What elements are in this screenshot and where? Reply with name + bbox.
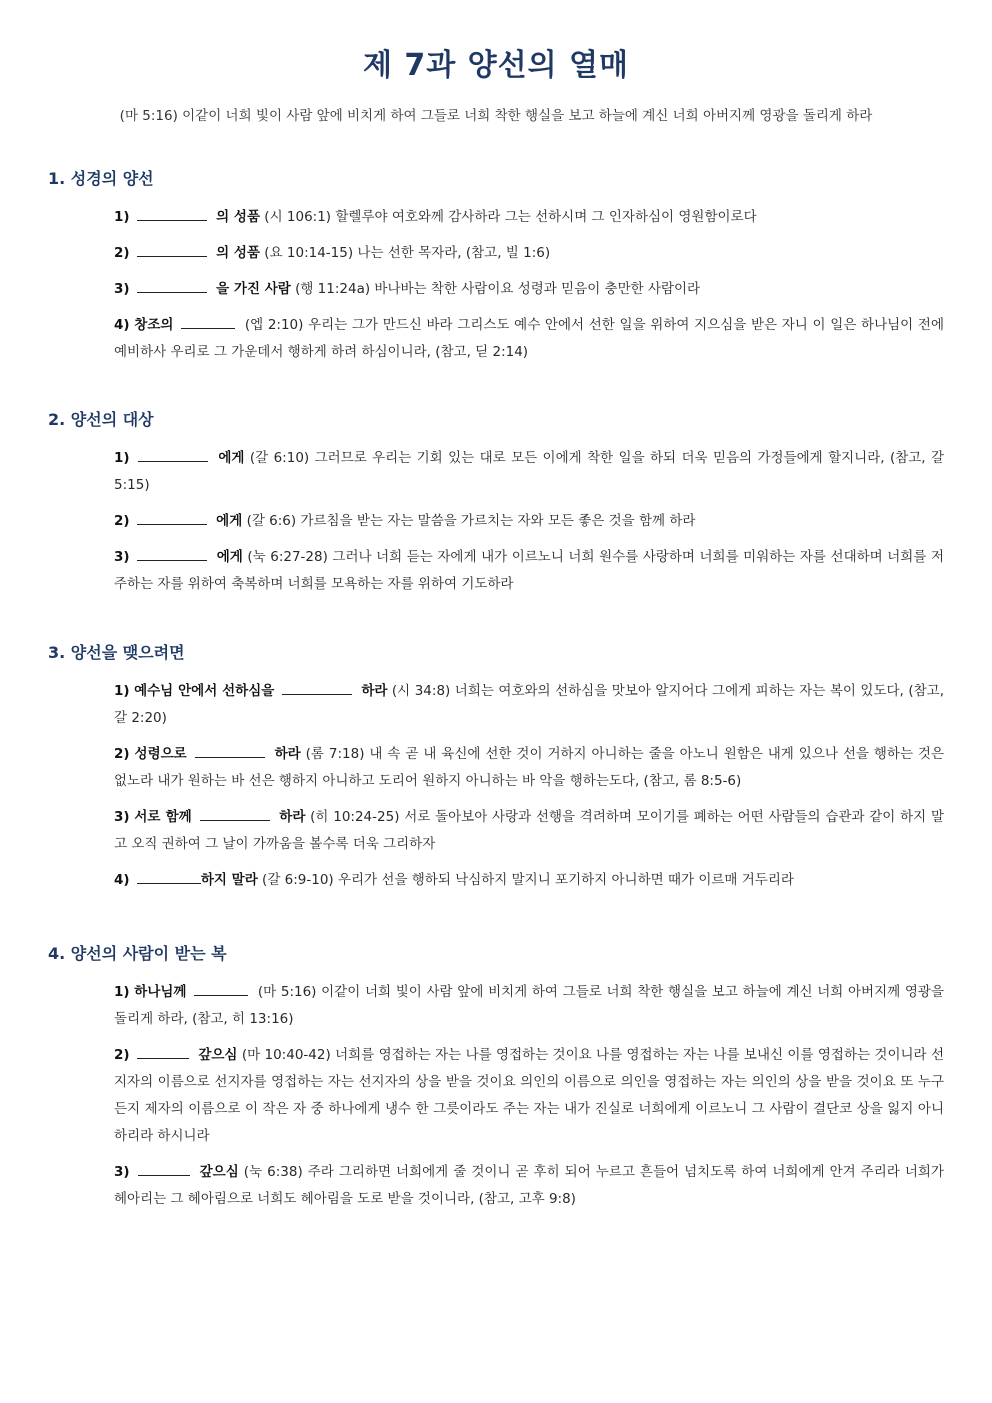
list-item	[114, 678, 944, 732]
epigraph-verse: (마 5:16) 이같이 너희 빛이 사람 앞에 비치게 하여 그들로 너희 착한 행실을 보고 하늘에 계신 너희 아버지께 영광을 돌리게 하라	[119, 108, 873, 124]
list-item	[114, 445, 944, 499]
item-text: (갈 6:10) 그러므로 우리는 기회 있는 대로 모든 이에게 착한 일을 하되 더욱 믿음의 가정들에게 할지니라, (참고, 갈 5:15)	[114, 450, 945, 493]
item-number: 2)	[114, 1047, 130, 1063]
list-item	[114, 312, 944, 366]
item-number: 3)	[114, 1164, 130, 1180]
fill-in-blank[interactable]	[282, 680, 352, 695]
item-keyword: 하라	[274, 746, 301, 762]
item-keyword: 갚으심	[199, 1164, 239, 1180]
list-item	[114, 204, 944, 231]
fill-in-blank[interactable]	[137, 546, 207, 561]
item-text: (시 34:8) 너희는 여호와의 선하심을 맛보아 알지어다 그에게 피하는 자는 복이 있도다, (참고, 갈 2:20)	[114, 683, 944, 726]
item-text: (갈 6:9-10) 우리가 선을 행하되 낙심하지 말지니 포기하지 아니하면 때가 이르매 거두리라	[262, 872, 794, 888]
section-heading: 4. 양선의 사람이 받는 복	[48, 944, 227, 963]
fill-in-blank[interactable]	[137, 206, 207, 221]
section-2	[48, 409, 944, 607]
item-number: 4)	[114, 872, 130, 888]
item-number: 3)	[114, 809, 130, 825]
section-3	[48, 642, 944, 903]
item-keyword: 의 성품	[216, 245, 260, 261]
item-number: 2)	[114, 245, 130, 261]
item-keyword: 하지 말라	[200, 872, 258, 888]
list-item	[114, 1159, 944, 1213]
list-item	[114, 240, 944, 267]
item-keyword: 하라	[279, 809, 306, 825]
fill-in-blank[interactable]	[137, 242, 207, 257]
fill-in-blank[interactable]	[138, 1161, 190, 1176]
item-keyword: 의 성품	[216, 209, 260, 225]
item-keyword: 성령으로	[134, 746, 187, 762]
item-number: 1)	[114, 209, 130, 225]
item-keyword: 을 가진 사람	[216, 281, 291, 297]
item-number: 2)	[114, 746, 130, 762]
item-number: 2)	[114, 513, 130, 529]
fill-in-blank[interactable]	[194, 981, 248, 996]
item-keyword: 하라	[361, 683, 388, 699]
item-text: (갈 6:6) 가르침을 받는 자는 말씀을 가르치는 자와 모든 좋은 것을 함께 하라	[246, 513, 696, 529]
fill-in-blank[interactable]	[181, 314, 235, 329]
item-text: (행 11:24a) 바나바는 착한 사람이요 성령과 믿음이 충만한 사람이라	[295, 281, 701, 297]
fill-in-blank[interactable]	[195, 743, 265, 758]
item-text: (마 10:40-42) 너희를 영접하는 자는 나를 영접하는 것이요 나를 영접하는 자는 나를 보내신 이를 영접하는 것이니라 선지자의 이름으로 선지자를 영접하는 자는 선지자의 상을 받을 것이요 의인의 이름으로 의인을 영접하는 자는 의인의 상을 받을 것이요 또 누구든지 제자의 이름으로 이 작은 자 중 하나에게 냉수 한 그릇이라도 주는 자는 내가 진실로 너희에게 이르노니 그 사람이 결단코 상을 잃지 아니하리라 하시니라	[114, 1047, 944, 1144]
list-item	[114, 979, 944, 1033]
fill-in-blank[interactable]	[200, 806, 270, 821]
list-item	[114, 276, 944, 303]
list-item	[114, 544, 944, 598]
item-keyword: 하나님께	[134, 984, 187, 1000]
section-4	[48, 943, 944, 1222]
item-number: 1)	[114, 450, 130, 466]
list-item	[114, 867, 944, 894]
item-keyword: 예수님 안에서 선하심을	[134, 683, 275, 699]
fill-in-blank[interactable]	[137, 1044, 189, 1059]
fill-in-blank[interactable]	[138, 447, 208, 462]
section-1	[48, 168, 944, 375]
section-heading: 1. 성경의 양선	[48, 169, 154, 188]
list-item	[114, 804, 944, 858]
item-text: (롬 7:18) 내 속 곧 내 육신에 선한 것이 거하지 아니하는 줄을 아노니 원함은 내게 있으나 선을 행하는 것은 없노라 내가 원하는 바 선은 행하지 아니하고 도리어 원하지 아니하는 바 악을 행하는도다, (참고, 롬 8:5-6)	[114, 746, 945, 789]
item-number: 1)	[114, 984, 130, 1000]
item-text: (히 10:24-25) 서로 돌아보아 사랑과 선행을 격려하며 모이기를 폐하는 어떤 사람들의 습관과 같이 하지 말고 오직 권하여 그 날이 가까움을 볼수록 더욱 그리하자	[114, 809, 945, 852]
item-text: (요 10:14-15) 나는 선한 목자라, (참고, 빌 1:6)	[264, 245, 551, 261]
item-keyword: 갚으심	[198, 1047, 238, 1063]
item-text: (엡 2:10) 우리는 그가 만드신 바라 그리스도 예수 안에서 선한 일을 위하여 지으심을 받은 자니 이 일은 하나님이 전에 예비하사 우리로 그 가운데서 행하게 하려 하심이니라, (참고, 딛 2:14)	[114, 317, 944, 360]
fill-in-blank[interactable]	[137, 278, 207, 293]
item-number: 3)	[114, 549, 130, 565]
section-heading: 3. 양선을 맺으려면	[48, 643, 185, 662]
list-item	[114, 1042, 944, 1150]
item-number: 1)	[114, 683, 130, 699]
section-heading: 2. 양선의 대상	[48, 410, 154, 429]
item-number: 4)	[114, 317, 130, 333]
fill-in-blank[interactable]	[137, 869, 201, 884]
item-keyword: 에게	[216, 549, 243, 565]
list-item	[114, 508, 944, 535]
item-text: (마 5:16) 이같이 너희 빛이 사람 앞에 비치게 하여 그들로 너희 착한 행실을 보고 하늘에 계신 너희 아버지께 영광을 돌리게 하라, (참고, 히 13:16)	[114, 984, 944, 1027]
item-number: 3)	[114, 281, 130, 297]
item-keyword: 서로 함께	[134, 809, 192, 825]
item-keyword: 에게	[218, 450, 245, 466]
fill-in-blank[interactable]	[137, 510, 207, 525]
item-keyword: 창조의	[134, 317, 174, 333]
item-keyword: 에게	[216, 513, 243, 529]
item-text: (눅 6:38) 주라 그리하면 너희에게 줄 것이니 곧 후히 되어 누르고 흔들어 넘치도록 하여 너희에게 안겨 주리라 너희가 헤아리는 그 헤아림으로 너희도 헤아림을 도로 받을 것이니라, (참고, 고후 9:8)	[114, 1164, 944, 1207]
list-item	[114, 741, 944, 795]
item-text: (시 106:1) 할렐루야 여호와께 감사하라 그는 선하시며 그 인자하심이 영원함이로다	[264, 209, 757, 225]
page-title: 제 7과 양선의 열매	[362, 48, 630, 83]
item-text: (눅 6:27-28) 그러나 너희 듣는 자에게 내가 이르노니 너희 원수를 사랑하며 너희를 미워하는 자를 선대하며 너희를 저주하는 자를 위하여 축복하며 너희를 모욕하는 자를 위하여 기도하라	[114, 549, 944, 592]
